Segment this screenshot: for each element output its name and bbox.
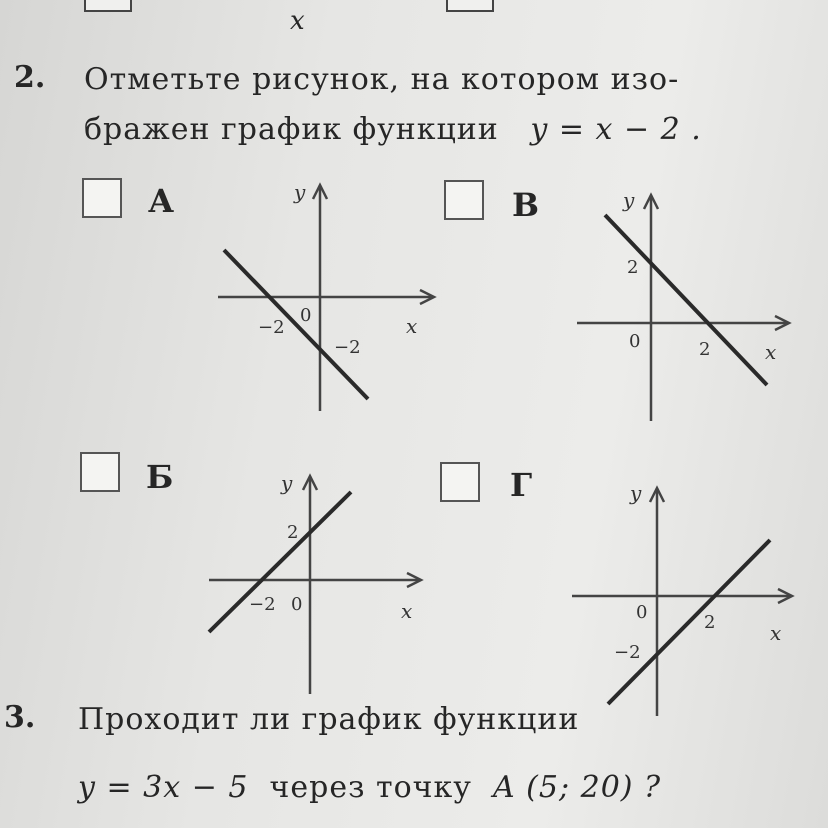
graph-b-x-label: x: [401, 599, 413, 623]
question-2-number: 2.: [14, 60, 46, 95]
graph-b-y-label: y: [281, 471, 293, 495]
graph-v: [575, 185, 805, 425]
graph-g-label-2-x: 2: [704, 612, 716, 633]
graph-g-label-neg2-y: −2: [614, 642, 641, 663]
graph-v-label-origin: 0: [629, 331, 641, 352]
question-2-text: бражен график функции: [84, 112, 499, 147]
option-v-checkbox[interactable]: [444, 180, 484, 220]
question-2-line2: [84, 108, 702, 152]
question-3-line1: Проходит ли график функции: [78, 702, 580, 737]
previous-checkbox-right[interactable]: [446, 0, 494, 12]
graph-b-label-origin: 0: [291, 594, 303, 615]
graph-a-line: [224, 250, 368, 399]
graph-a-label-neg2-x: −2: [258, 317, 285, 338]
option-a-letter: А: [148, 182, 175, 220]
graph-g: [570, 478, 805, 718]
option-b-letter: Б: [146, 458, 174, 496]
option-g-letter: Г: [510, 466, 533, 504]
previous-task-fragment: [0, 0, 828, 40]
graph-a-label-neg2-y: −2: [334, 337, 361, 358]
graph-b-label-neg2-x: −2: [249, 594, 276, 615]
graph-g-y-label: y: [630, 481, 642, 505]
graph-a: [210, 175, 450, 415]
graph-v-y-label: y: [623, 188, 635, 212]
previous-x-label: x: [290, 6, 305, 36]
graph-v-label-2-y: 2: [627, 257, 639, 278]
question-3-number: 3.: [4, 700, 36, 735]
question-3-line2: [78, 766, 661, 810]
graph-b-line: [209, 492, 351, 632]
graph-v-x-label: x: [765, 340, 777, 364]
previous-checkbox-left[interactable]: [84, 0, 132, 12]
graph-b: [205, 468, 435, 698]
graph-v-line: [605, 215, 767, 385]
question-3-point: A (5; 20) ?: [492, 770, 662, 805]
graph-v-label-2-x: 2: [699, 339, 711, 360]
graph-g-x-label: x: [770, 621, 782, 645]
option-b-checkbox[interactable]: [80, 452, 120, 492]
question-2-line1: Отметьте рисунок, на котором изо-: [84, 62, 680, 97]
graph-g-line: [608, 540, 770, 704]
option-g-checkbox[interactable]: [440, 462, 480, 502]
question-3-text: через точку: [269, 770, 472, 805]
question-3-formula: y = 3x − 5: [78, 770, 249, 805]
graph-a-label-origin: 0: [300, 305, 312, 326]
graph-g-label-origin: 0: [636, 602, 648, 623]
graph-a-y-label: y: [294, 180, 306, 204]
graph-b-label-2-y: 2: [287, 522, 299, 543]
question-2-formula: y = x − 2 .: [530, 112, 702, 147]
option-a-checkbox[interactable]: [82, 178, 122, 218]
graph-a-x-label: x: [406, 314, 418, 338]
option-v-letter: В: [512, 186, 540, 224]
